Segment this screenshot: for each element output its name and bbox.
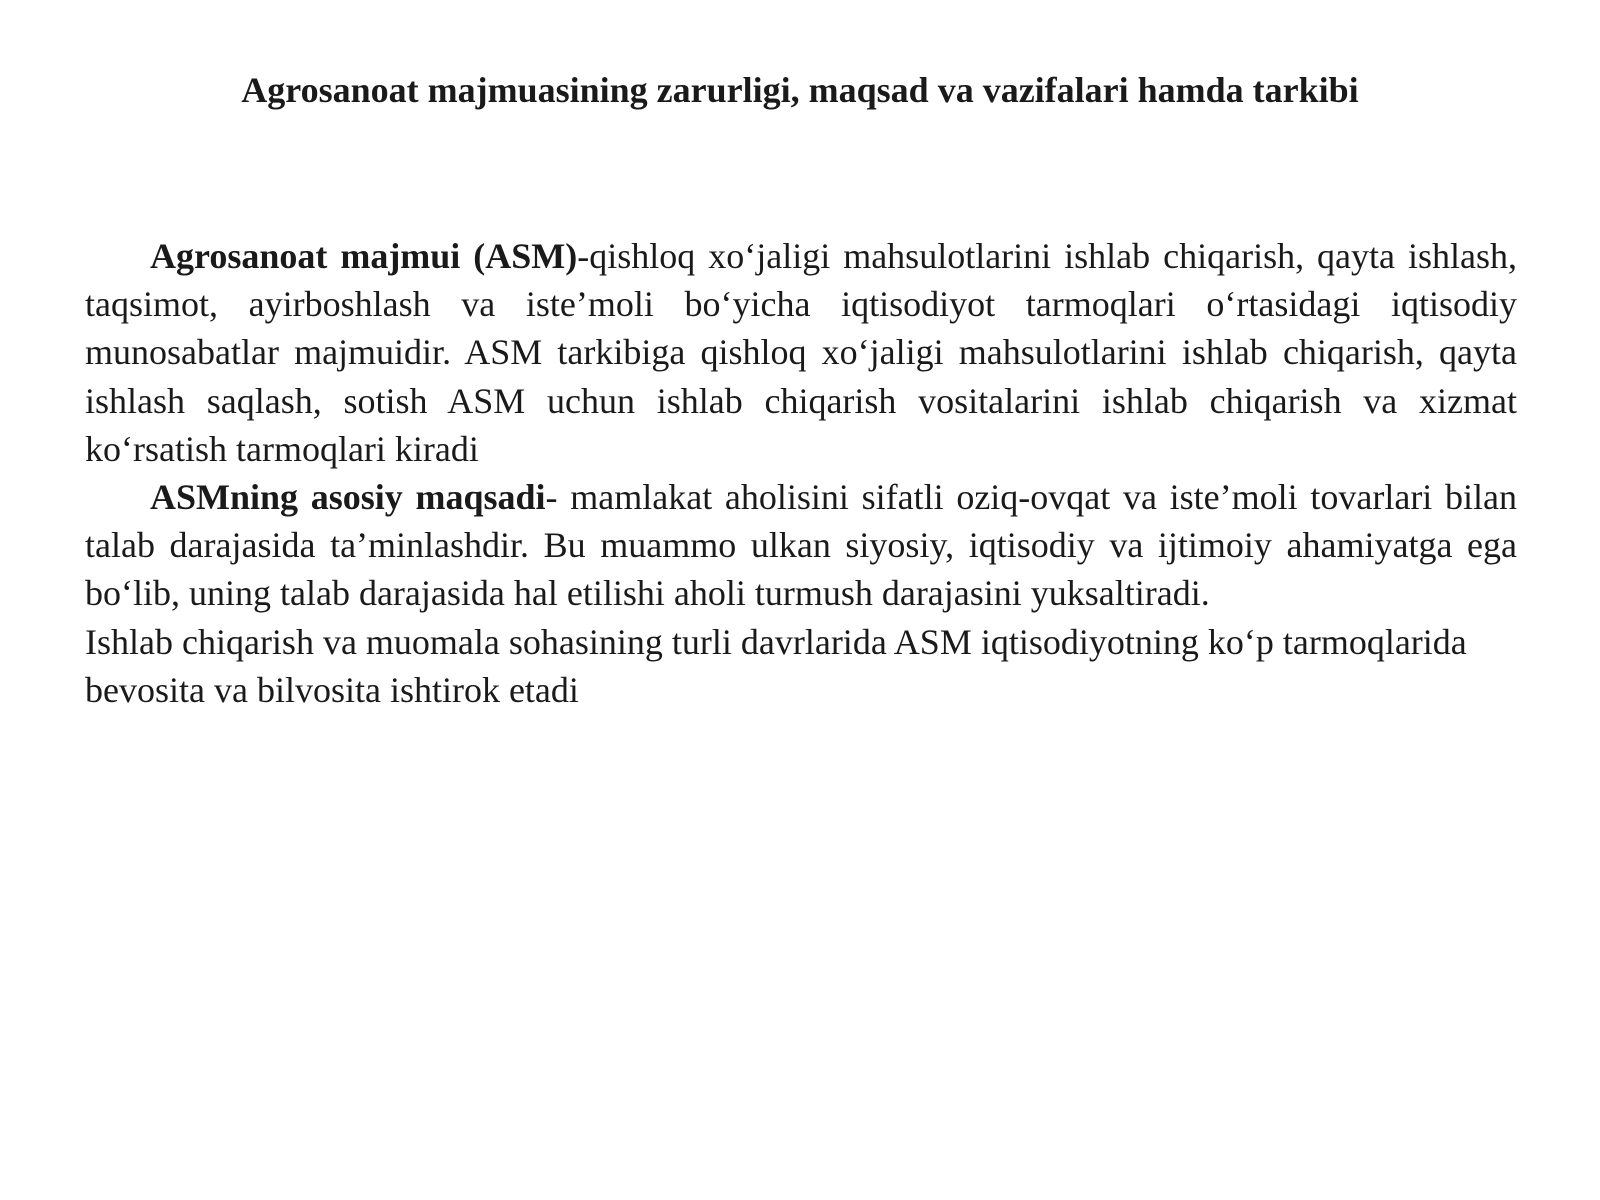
paragraph-asm-goal-text: - mamlakat aholisini sifatli oziq-ovqat va iste’moli tovarlari bilan talab darajasida ta’minlashdir. Bu muammo ulkan siyosiy, iqtisodiy va ijtimoiy ahamiyatga ega bo‘lib, uning talab darajasida hal etilishi aholi turmush darajasini yuksaltiradi.	[85, 477, 1518, 614]
slide-title: Agrosanoat majmuasining zarurligi, maqsad va vazifalari hamda tarkibi	[241, 70, 1359, 110]
paragraph-asm-definition	[85, 232, 1517, 473]
paragraph-asm-definition-text: -qishloq xo‘jaligi mahsulotlarini ishlab chiqarish, qayta ishlash, taqsimot, ayirboshlash va iste’moli bo‘yicha iqtisodiyot tarmoqlari o‘rtasidagi iqtisodiy munosabatlar majmuidir. ASM tarkibiga qishloq xo‘jaligi mahsulotlarini ishlab chiqarish, qayta ishlash saqlash, sotish ASM uchun ishlab chiqarish vositalarini ishlab chiqarish va xizmat ko‘rsatish tarmoqlari kiradi	[85, 236, 1517, 469]
paragraph-asm-goal	[85, 473, 1517, 618]
slide-body	[85, 232, 1517, 714]
term-asm: Agrosanoat majmui (ASM)	[150, 236, 578, 276]
term-asm-goal: ASMning asosiy maqsadi	[150, 477, 546, 518]
paragraph-asm-participation: Ishlab chiqarish va muomala sohasining turli davrlarida ASM iqtisodiyotning ko‘p tarmoqlarida bevosita va bilvosita ishtirok etadi	[85, 621, 1467, 710]
